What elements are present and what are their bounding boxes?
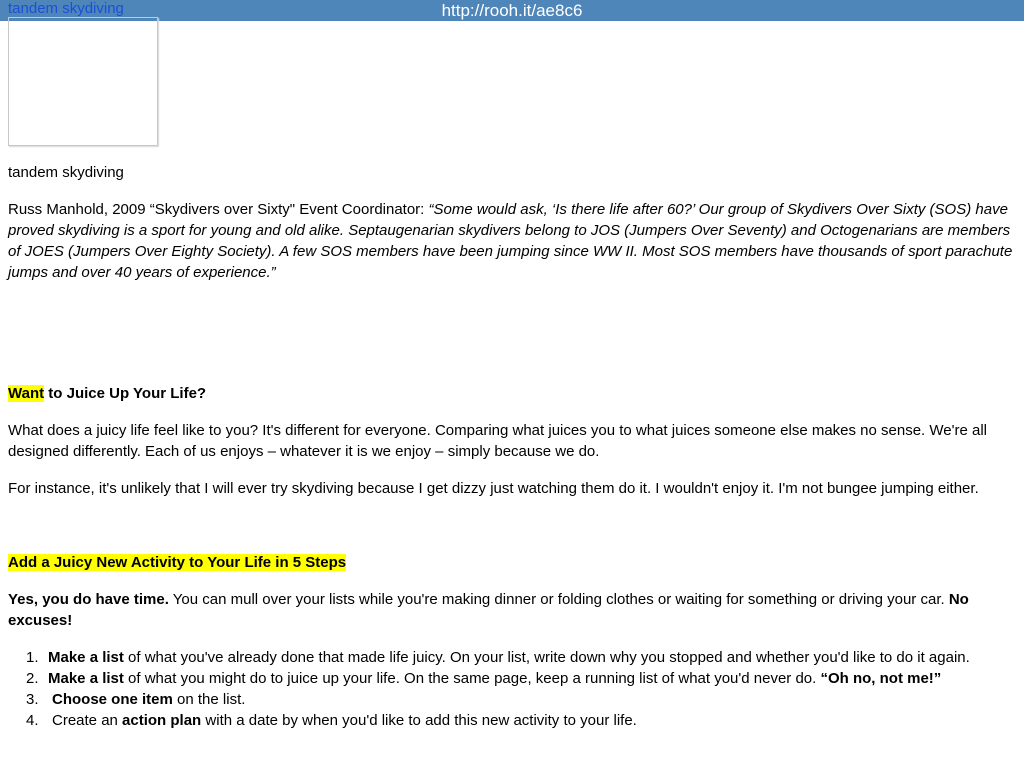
quote-text: “Some would ask, ‘Is there life after 60?’ Our group of Skydivers Over Sixty (SOS) have proved skydiving is a sport for young and old alike. Septaugenarian skydivers belong to JOS (Jumpers Over Seventy) and Octogenarians are members of JOES (Jumpers Over Eighty Society). A few SOS members have been jumping since WW II. Most SOS members have thousands of sport parachute jumps and over 40 years of experience.” — [8, 201, 1013, 281]
heading-rest: to Juice Up Your Life? — [44, 385, 207, 402]
step-text: of what you might do to juice up your life. On the same page, keep a running list of what you'd never do. — [123, 670, 821, 687]
quote-paragraph — [8, 199, 1016, 283]
step-bold: Make a list — [48, 670, 124, 687]
intro-paragraph — [8, 589, 1016, 631]
list-item — [26, 710, 1016, 731]
step-text: with a date by when you'd like to add this new activity to your life. — [201, 712, 637, 729]
step-number: 1. — [26, 649, 39, 666]
paragraph-juicy-life: What does a juicy life feel like to you? It's different for everyone. Comparing what juices you to what juices someone else makes no sense. We're all designed differently. Each of us enjoys – whatever it is we enjoy – simply because we do. — [8, 422, 987, 460]
step-bold: Choose one item — [52, 691, 173, 708]
url-text[interactable]: http://rooh.it/ae8c6 — [441, 1, 583, 20]
section-heading-steps — [8, 552, 1016, 573]
intro-bold: Yes, you do have time. — [8, 591, 169, 608]
step-bold-exclaim: “Oh no, not me!” — [820, 670, 942, 687]
image-alt-link[interactable]: tandem skydiving — [8, 0, 124, 17]
step-bold: action plan — [122, 712, 202, 729]
step-number: 3. — [26, 691, 39, 708]
paragraph-skydiving: For instance, it's unlikely that I will ever try skydiving because I get dizzy just watching them do it. I wouldn't enjoy it. I'm not bungee jumping either. — [8, 480, 979, 497]
steps-list — [8, 647, 1016, 731]
step-number: 2. — [26, 670, 39, 687]
article-content — [8, 162, 1016, 731]
image-placeholder — [8, 17, 158, 146]
image-caption: tandem skydiving — [8, 164, 124, 181]
step-pre: Create an — [52, 712, 123, 729]
highlighted-word: Want — [8, 385, 45, 402]
intro-text: You can mull over your lists while you're making dinner or folding clothes or waiting for something or driving your car. — [168, 591, 949, 608]
list-item — [26, 668, 1016, 689]
step-text: on the list. — [172, 691, 246, 708]
step-number: 4. — [26, 712, 39, 729]
quote-speaker: Russ Manhold, 2009 “Skydivers over Sixty" Event Coordinator: — [8, 201, 429, 218]
step-bold: Make a list — [48, 649, 124, 666]
highlighted-heading: Add a Juicy New Activity to Your Life in 5 Steps — [8, 554, 347, 571]
list-item — [26, 647, 1016, 668]
intro-bold-excuses: No excuses! — [8, 591, 969, 629]
section-heading-juice — [8, 383, 1016, 404]
list-item — [26, 689, 1016, 710]
step-text: of what you've already done that made life juicy. On your list, write down why you stopped and whether you'd like to do it again. — [123, 649, 970, 666]
